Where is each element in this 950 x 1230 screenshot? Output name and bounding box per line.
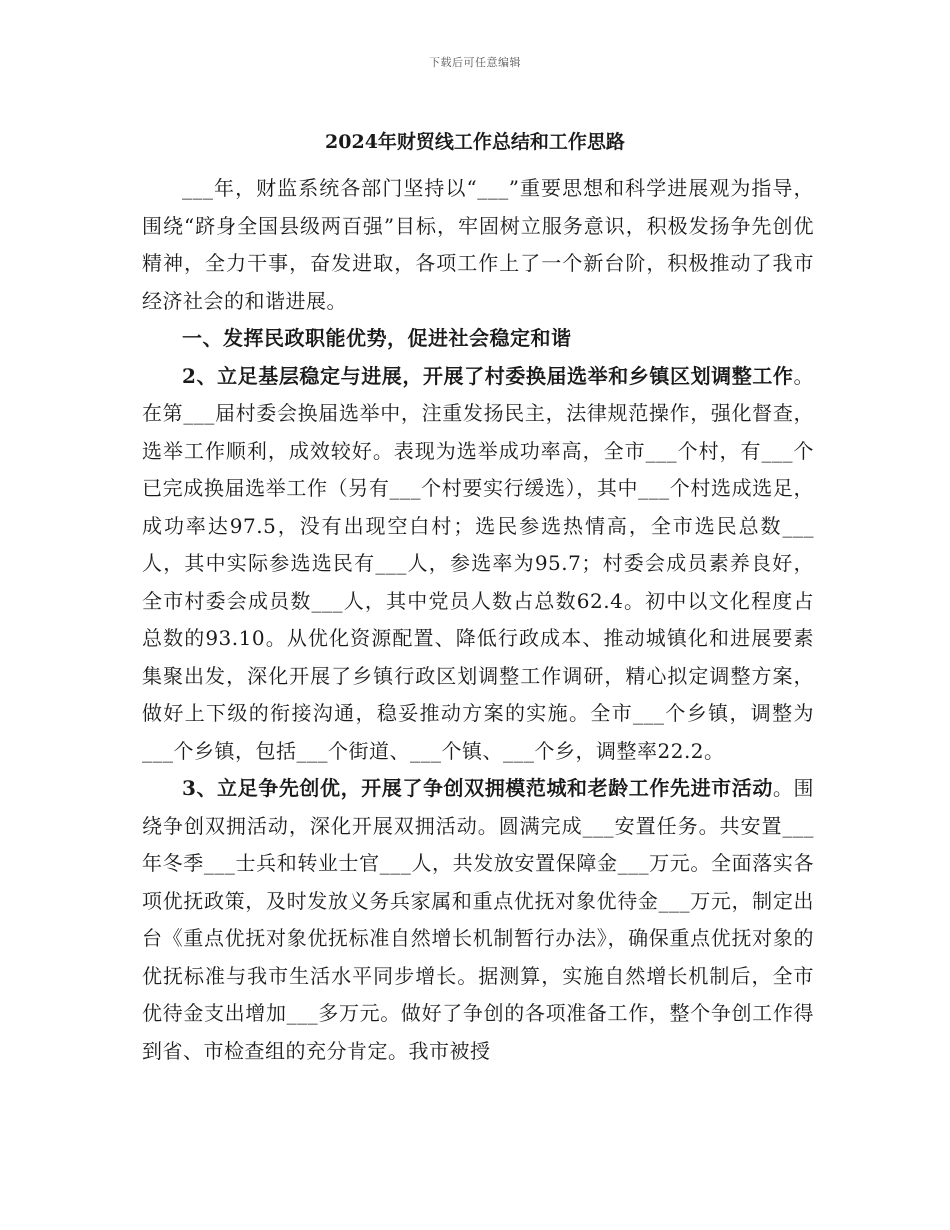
section-1-heading: 一、发挥民政职能优势，促进社会稳定和谐 <box>182 326 572 350</box>
item-3-lead: 3、立足争先创优，开展了争创双拥模范城和老龄工作先进市活动 <box>182 776 773 800</box>
document-title: 2024年财贸线工作总结和工作思路 <box>325 131 625 153</box>
intro-paragraph: ___年，财监系统各部门坚持以“___”重要思想和科学进展观为指导，围绕“跻身全国县级两百强”目标，牢固树立服务意识，积极发扬争先创优精神，全力干事，奋发进取，各项工作上了一个新台阶，积极推动了我市经济社会的和谐进展。 <box>142 176 814 313</box>
header-note: 下载后可任意编辑 <box>429 56 521 69</box>
document-body <box>142 170 814 1070</box>
item-2-paragraph <box>142 358 814 771</box>
item-2-body: 。在第___届村委会换届选举中，注重发扬民主，法律规范操作，强化督查，选举工作顺利，成效较好。表现为选举成功率高，全市___个村，有___个已完成换届选举工作（另有___个村要实行缓选），其中___个村选成选足，成功率达97.5，没有出现空白村；选民参选热情高，全市选民总数___人，其中实际参选选民有___人，参选率为95.7；村委会成员素养良好，全市村委会成员数___人，其中党员人数占总数62.4。初中以文化程度占总数的93.10。从优化资源配置、降低行政成本、推动城镇化和进展要素集聚出发，深化开展了乡镇行政区划调整工作调研，精心拟定调整方案，做好上下级的衔接沟通，稳妥推动方案的实施。全市___个乡镇，调整为___个乡镇，包括___个街道、___个镇、___个乡，调整率22.2。 <box>142 363 814 763</box>
item-3-paragraph <box>142 770 814 1070</box>
item-3-body: 。围绕争创双拥活动，深化开展双拥活动。圆满完成___安置任务。共安置___年冬季___士兵和转业士官___人，共发放安置保障金___万元。全面落实各项优抚政策，及时发放义务兵家属和重点优抚对象优待金___万元，制定出台《重点优抚对象优抚标准自然增长机制暂行办法》，确保重点优抚对象的优抚标准与我市生活水平同步增长。据测算，实施自然增长机制后，全市优待金支出增加___多万元。做好了争创的各项准备工作，整个争创工作得到省、市检查组的充分肯定。我市被授 <box>142 776 815 1063</box>
item-2-lead: 2、立足基层稳定与进展，开展了村委换届选举和乡镇区划调整工作 <box>182 363 794 388</box>
